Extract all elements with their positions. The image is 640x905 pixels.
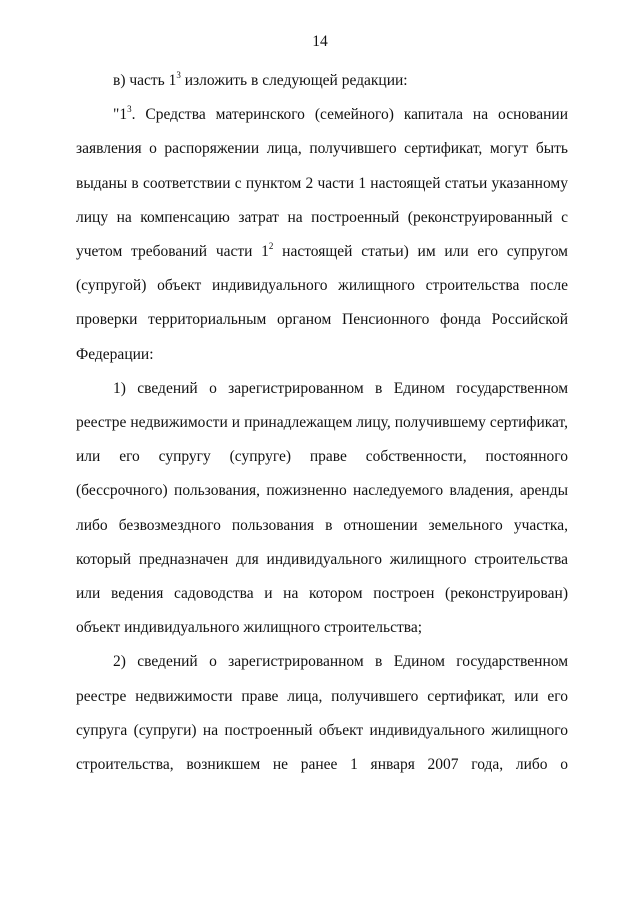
clause-reference-superscript: 2: [268, 241, 274, 252]
list-item-2: 2) сведений о зарегистрированном в Едином государственном реестре недвижимости праве лица, получившего сертификат, или его супруга (супруги) на построенный объект индивидуального жилищного строительства, возникшем не ранее 1 января 2007 года, либо о: [76, 653, 568, 774]
clause-paragraph: [76, 98, 568, 372]
intro-superscript: 3: [176, 70, 181, 80]
clause-number: "1: [113, 106, 128, 124]
intro-suffix: изложить в следующей редакции:: [180, 72, 408, 89]
clause-text-part-2: настоящей статьи) им или его супругом (супругой) объект индивидуального жилищного строительства после проверки территориальным органом Пенсионного фонда Российской Федерации:: [76, 243, 568, 363]
amendment-intro: [76, 64, 568, 98]
clause-text-part-1: . Средства материнского (семейного) капитала на основании заявления о распоряжении лица, получившего сертификат, могут быть выданы в соответствии с пунктом 2 части 1 настоящей статьи указанному лицу на компенсацию затрат на построенный (реконструированный с учетом требований части 1: [76, 106, 568, 261]
list-item-1: 1) сведений о зарегистрированном в Едином государственном реестре недвижимости и принадлежащем лицу, получившему сертификат, или его супругу (супруге) праве собственности, постоянного (бессрочного) пользования, пожизненно наследуемого владения, аренды либо безвозмездного пользования в отношении земельного участка, который предназначен для индивидуального жилищного строительства или ведения садоводства и на котором построен (реконструирован) объект индивидуального жилищного строительства;: [76, 379, 568, 637]
document-body: [76, 64, 568, 782]
clause-number-superscript: 3: [127, 104, 132, 115]
intro-prefix: в) часть 1: [113, 72, 177, 89]
page-number: 14: [312, 33, 328, 50]
